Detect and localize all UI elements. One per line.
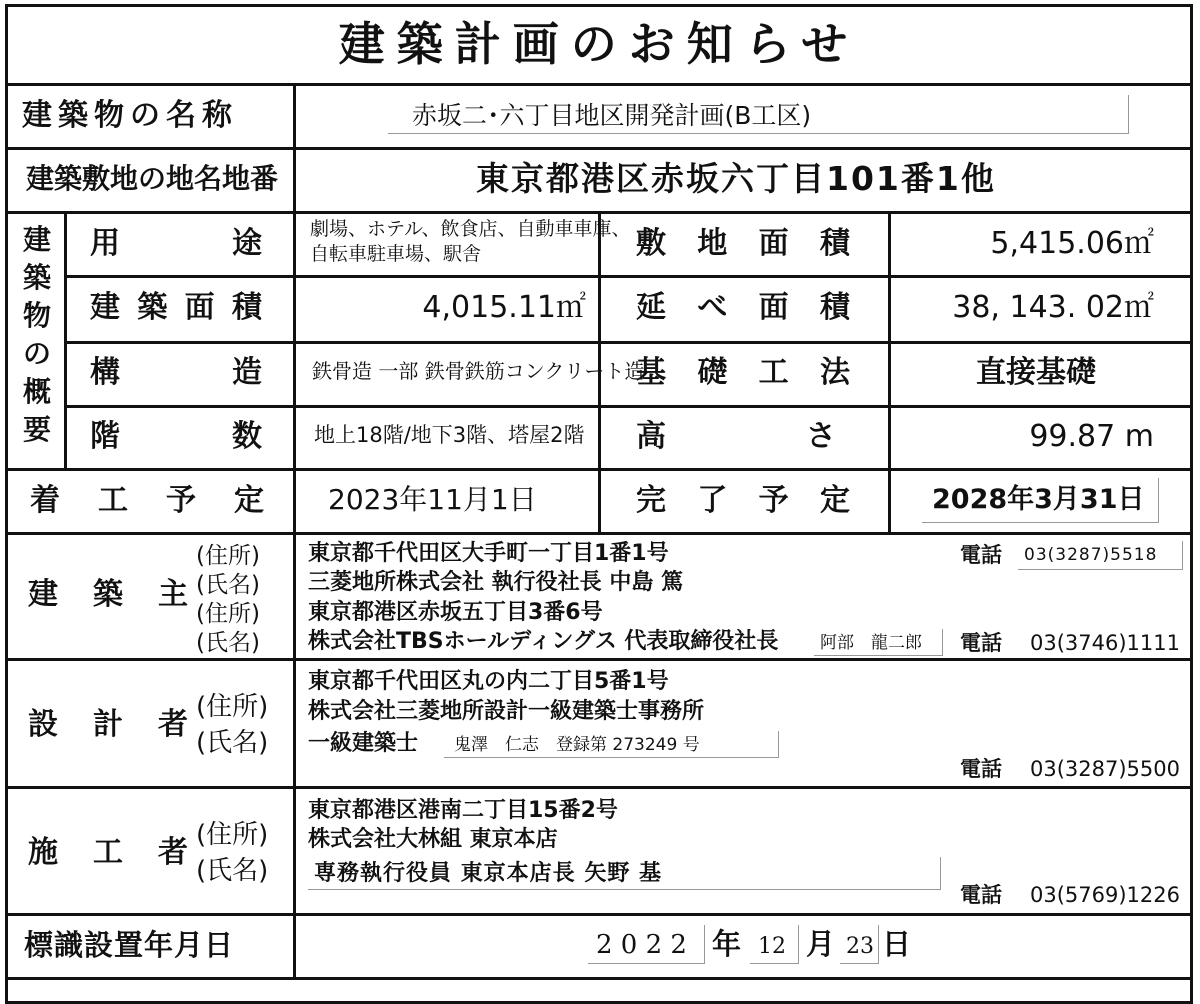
site-address-label: 建築敷地の地名地番 bbox=[26, 162, 279, 195]
side-char: の bbox=[22, 337, 51, 370]
owner-address-2: 東京都港区赤坂五丁目3番6号 bbox=[308, 600, 603, 625]
floors-value: 地上18階/地下3階、塔屋2階 bbox=[314, 423, 585, 447]
height-value: 99.87 m bbox=[1029, 419, 1154, 454]
total-floor-area-value: 38, 143. 02㎡ bbox=[952, 290, 1154, 325]
label-strip bbox=[308, 857, 941, 890]
posted-month-suffix: 月 bbox=[806, 927, 836, 961]
owner-phone-label-1: 電話 bbox=[960, 543, 1002, 567]
label-strip bbox=[388, 95, 1129, 134]
rule bbox=[64, 275, 1190, 278]
contractor-person: 専務執行役員 東京本店長 矢野 基 bbox=[314, 861, 662, 886]
rule bbox=[8, 658, 1190, 661]
designer-phone: 03(3287)5500 bbox=[1030, 757, 1180, 781]
rule bbox=[64, 341, 1190, 344]
start-value: 2023年11月1日 bbox=[328, 483, 537, 516]
rule bbox=[8, 786, 1190, 789]
label-strip bbox=[444, 731, 779, 758]
use-value-line1: 劇場、ホテル、飲食店、自動車車庫、 bbox=[310, 218, 631, 240]
label-strip bbox=[750, 925, 799, 964]
side-char: 概 bbox=[22, 375, 51, 408]
side-char: 要 bbox=[22, 413, 51, 446]
building-name-value: 赤坂二･六丁目地区開発計画(B工区) bbox=[412, 101, 812, 130]
contractor-name: 株式会社大林組 東京本店 bbox=[308, 827, 558, 852]
posted-day-suffix: 日 bbox=[882, 927, 912, 961]
side-char: 物 bbox=[22, 299, 51, 332]
page-title: 建築計画のお知らせ bbox=[338, 17, 860, 71]
total-floor-area-label: 延 べ 面 積 bbox=[636, 290, 850, 325]
contractor-phone: 03(5769)1226 bbox=[1030, 883, 1180, 907]
owner-name-2: 株式会社TBSホールディングス 代表取締役社長 bbox=[308, 629, 779, 654]
label-strip bbox=[814, 629, 943, 656]
owner-name-1: 三菱地所株式会社 執行役社長 中島 篤 bbox=[308, 570, 683, 595]
designer-tags: (住所) (氏名) bbox=[196, 692, 269, 758]
designer-name: 株式会社三菱地所設計一級建築士事務所 bbox=[308, 699, 705, 724]
building-area-label: 建 築 面 積 bbox=[90, 290, 262, 325]
rule bbox=[64, 211, 67, 468]
structure-value: 鉄骨造 一部 鉄骨鉄筋コンクリート造 bbox=[312, 359, 645, 383]
height-label: 高 さ bbox=[636, 419, 836, 454]
floors-label: 階 数 bbox=[90, 419, 262, 454]
completion-value: 2028年3月31日 bbox=[932, 484, 1145, 515]
label-strip bbox=[840, 925, 879, 964]
label-strip bbox=[1018, 541, 1183, 570]
designer-architect-detail: 鬼澤 仁志 登録第 273249 号 bbox=[454, 735, 700, 755]
designer-architect-prefix: 一級建築士 bbox=[308, 731, 419, 756]
site-area-label: 敷 地 面 積 bbox=[636, 226, 850, 261]
label-strip bbox=[922, 478, 1159, 523]
building-name-label: 建築物の名称 bbox=[22, 98, 238, 133]
rule bbox=[8, 532, 1190, 535]
site-address-value: 東京都港区赤坂六丁目101番1他 bbox=[476, 159, 996, 198]
use-value-line2: 自転車駐車場、駅舎 bbox=[310, 243, 482, 265]
owner-address-1: 東京都千代田区大手町一丁目1番1号 bbox=[308, 541, 669, 566]
contractor-address: 東京都港区港南二丁目15番2号 bbox=[308, 798, 618, 823]
foundation-value: 直接基礎 bbox=[976, 355, 1096, 390]
posted-year: 2 0 2 2 bbox=[596, 930, 687, 960]
owner-phone-1: 03(3287)5518 bbox=[1024, 545, 1158, 565]
posted-month: 12 bbox=[758, 934, 786, 959]
foundation-label: 基 礎 工 法 bbox=[636, 355, 850, 390]
start-label: 着 工 予 定 bbox=[30, 483, 264, 518]
site-area-value: 5,415.06㎡ bbox=[990, 226, 1154, 261]
designer-label: 設 計 者 bbox=[28, 707, 188, 742]
rule bbox=[888, 211, 891, 532]
contractor-tags: (住所) (氏名) bbox=[196, 820, 269, 886]
contractor-label: 施 工 者 bbox=[28, 835, 188, 870]
owner-phone-2: 03(3746)1111 bbox=[1030, 631, 1180, 655]
rule bbox=[64, 405, 1190, 408]
posted-date-label: 標識設置年月日 bbox=[24, 928, 235, 962]
structure-label: 構 造 bbox=[90, 355, 262, 390]
rule bbox=[293, 83, 296, 977]
side-char: 築 bbox=[22, 261, 51, 294]
rule bbox=[8, 83, 1190, 86]
overview-side-label bbox=[17, 221, 57, 449]
designer-address: 東京都千代田区丸の内二丁目5番1号 bbox=[308, 669, 669, 694]
owner-tags: (住所) (氏名) (住所) (氏名) bbox=[196, 543, 260, 656]
use-label: 用 途 bbox=[90, 226, 262, 261]
notice-board bbox=[5, 4, 1193, 1004]
posted-year-suffix: 年 bbox=[712, 927, 742, 961]
completion-label: 完 了 予 定 bbox=[636, 483, 850, 518]
rule bbox=[8, 913, 1190, 916]
label-strip bbox=[588, 925, 705, 964]
contractor-phone-label: 電話 bbox=[960, 883, 1002, 907]
posted-day: 23 bbox=[846, 934, 874, 959]
designer-phone-label: 電話 bbox=[960, 757, 1002, 781]
rule bbox=[8, 147, 1190, 150]
side-char: 建 bbox=[22, 223, 51, 256]
owner-label: 建 築 主 bbox=[28, 577, 188, 612]
owner-phone-label-2: 電話 bbox=[960, 631, 1002, 655]
owner-name-2-person: 阿部 龍二郎 bbox=[820, 633, 922, 653]
building-area-value: 4,015.11㎡ bbox=[422, 290, 586, 325]
rule bbox=[8, 977, 1190, 980]
